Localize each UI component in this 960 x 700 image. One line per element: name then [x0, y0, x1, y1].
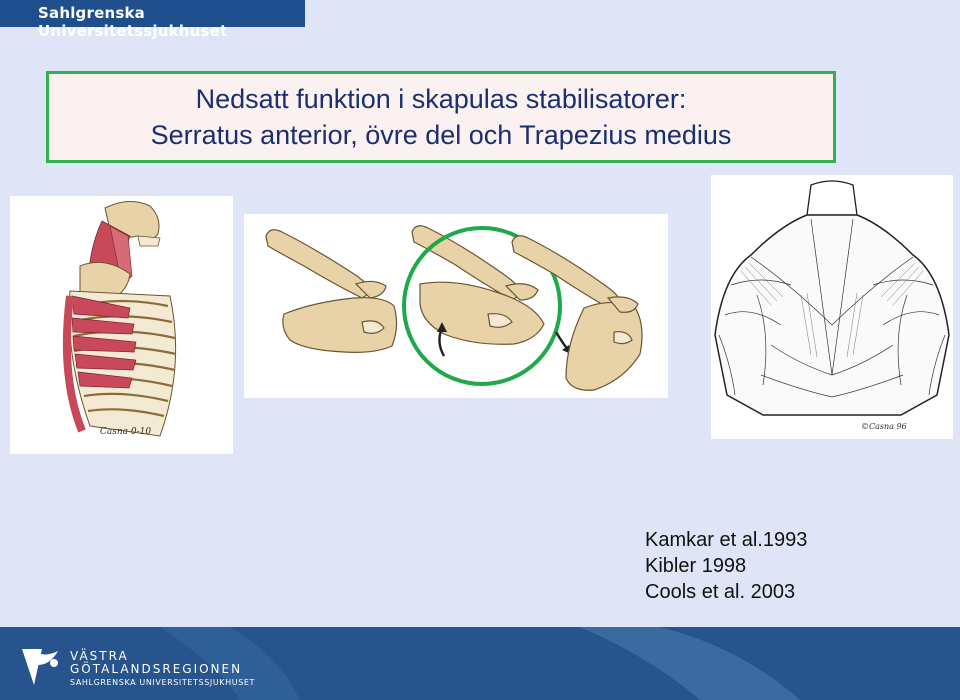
trapezius-illustration: [711, 175, 953, 439]
footer: [0, 627, 960, 700]
references: [645, 527, 807, 605]
title-line-2: Serratus anterior, övre del och Trapezius medius: [150, 120, 732, 150]
header-band: [0, 0, 305, 40]
serratus-illustration: [10, 196, 233, 454]
right-signature: ©Casna 96: [861, 422, 907, 431]
reference-item: Kibler 1998: [645, 555, 747, 577]
title-line-1: Nedsatt funktion i skapulas stabilisatorer:: [195, 84, 687, 114]
org-name-line1: VÄSTRA: [70, 649, 129, 663]
title-box: [46, 71, 836, 163]
reference-item: Cools et al. 2003: [645, 581, 796, 603]
vgr-logo-icon: [20, 645, 64, 689]
left-signature: Casna 0-10: [100, 427, 152, 437]
brand-name: Sahlgrenska Universitetssjukhuset: [38, 4, 228, 40]
org-name-line3: SAHLGRENSKA UNIVERSITETSSJUKHUSET: [70, 678, 256, 687]
reference-item: Kamkar et al.1993: [645, 529, 808, 551]
scapula-rotation-illustration: [244, 214, 668, 398]
org-name-line2: GÖTALANDSREGIONEN: [70, 662, 243, 676]
